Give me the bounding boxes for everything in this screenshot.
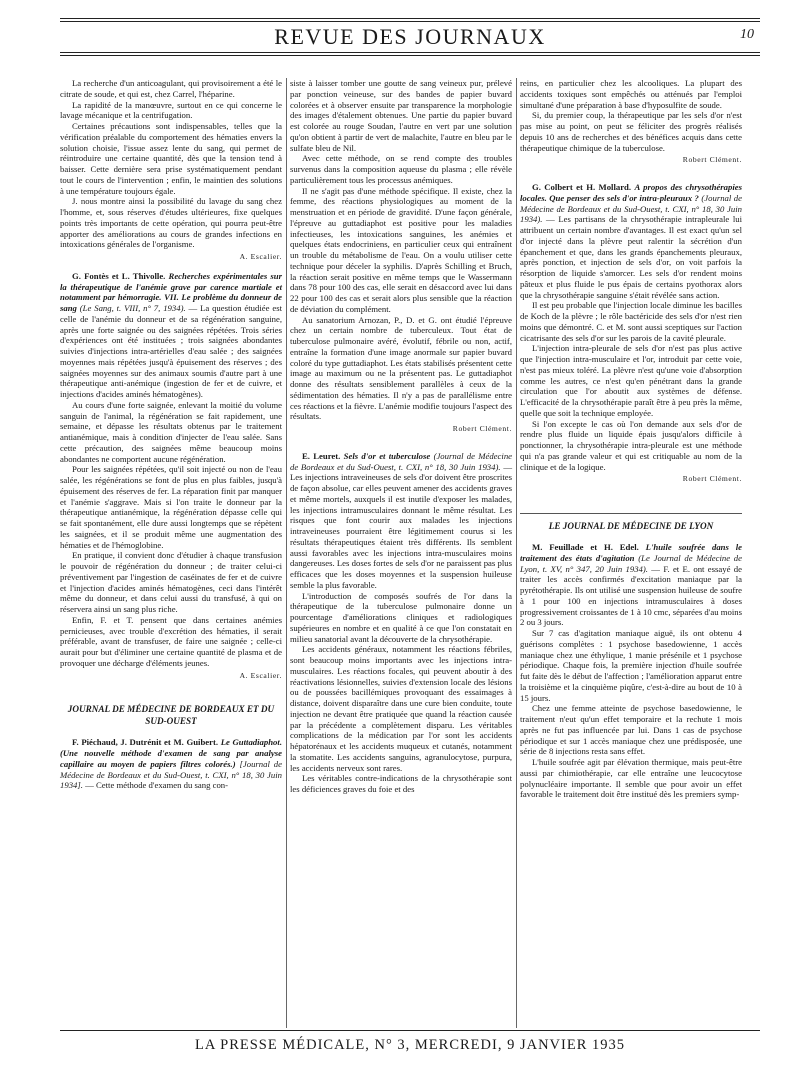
paragraph: Avec cette méthode, on se rend compte des troubles survenus dans la composition aqueuse du plasma ; elle révèle particulièrement tous les processus anémiques. bbox=[290, 153, 512, 185]
paragraph: Au cours d'une forte saignée, enlevant la moitié du volume sanguin de l'animal, la régénération se fait rapidement, une semaine, et dépasse les résultats obtenus par le traitement antianémique, mais à condition d'injecter de l'eau salée. Sans cette précaution, des saignées même beaucoup moins abondantes ne comportent aucune régénération. bbox=[60, 399, 282, 464]
running-head: REVUE DES JOURNAUX bbox=[274, 24, 546, 49]
paragraph: Chez une femme atteinte de psychose basedowienne, le traitement n'eut qu'un effet temporaire et la rechute 1 mois après ne fut pas influencée par lui. Dans 1 cas de psychose périodique et sur 1 accès maniaque chez une prédisposée, une série de 8 injections resta sans effet. bbox=[520, 703, 742, 757]
section-heading-bordeaux: JOURNAL DE MÉDECINE DE BORDEAUX ET DU SUD-OUEST bbox=[67, 704, 275, 727]
paragraph: La recherche d'un anticoagulant, qui provisoirement a été le citrate de soude, et qui est, chez Carrel, l'héparine. bbox=[60, 78, 282, 99]
article-journal: (Journal de Médecine de Bordeaux et du Sud-Ouest, t. CXI, n° 18, 30 Juin 1934). bbox=[290, 450, 513, 472]
article-heading bbox=[60, 737, 282, 791]
article-lead: — F. et E. ont essayé de traiter les accès confirmés d'excitation maniaque par la pyrétothérapie. Ils ont utilisé une suspension huileuse de soufre à 1 pour 100 en injections intramusculaires à doses progressivement croissantes de 1 à 10 cmc, séparées d'au moins 2 ou 3 jours. bbox=[520, 563, 742, 628]
paragraph: siste à laisser tomber une goutte de sang veineux pur, prélevé par ponction veineuse, sur des bandes de papier buvard colorées et à observer ensuite par transparence la morphologie des images d'étalement obtenues. Une partie du papier buvard est colorée au rouge Soudan, l'autre en vert par une solution qu'on obtient à partir de vert de malachite, l'autre en bleu par le sulfate bleu de Nil. bbox=[290, 78, 512, 153]
article-leuret bbox=[290, 451, 512, 795]
paragraph: Les véritables contre-indications de la chrysothérapie sont les déficiences graves du foie et des bbox=[290, 773, 512, 794]
paragraph: reins, en particulier chez les alcooliques. La plupart des accidents toxiques sont empêchés ou atténués par l'emploi simultané d'une préparation à base d'hyposulfite de soude. bbox=[520, 78, 742, 110]
article-lead: — La question étudiée est celle de l'anémie du donneur et de sa régénération sanguine, après une forte saignée ou des saignées répétées. Trois séries d'expériences ont été instituées ; trois saignées abondantes suivies d'injections intra-artérielles d'eau salée ; des saignées moyennes mais répétées jusqu'à épuisement des réserves ; des saignées moyennes sur des animaux soumis d'autre part à une thérapeutique anti-anémique (ingestion de fer et de cuivre, et injections d'acides aminés hématogènes). bbox=[60, 303, 282, 399]
paragraph: L'introduction de composés soufrés de l'or dans la thérapeutique de la tuberculose pulmonaire donne un pourcentage d'améliorations cliniques et radiologiques supérieures en nombre et en qualité à ce que l'on constatait en milieu sanatorial avant la découverte de la chrysothérapie. bbox=[290, 590, 512, 644]
paragraph: Sur 7 cas d'agitation maniaque aiguë, ils ont obtenu 4 guérisons complètes : 1 psychose basedowienne, 1 accès maniaque chez une éthylique, 1 manie présénile et 1 psychose périodique. Chaque fois, la première injection d'huile soufrée fut faite dès le début de l'affection ; l'amélioration apparut entre la troisième et la cinquième piqûre, c'est-à-dire au bout de 10 à 15 jours. bbox=[520, 628, 742, 703]
signature: A. Escalier. bbox=[239, 670, 282, 680]
running-foot: LA PRESSE MÉDICALE, N° 3, MERCREDI, 9 JANVIER 1935 bbox=[195, 1037, 625, 1053]
header-rule-top-2 bbox=[60, 21, 760, 22]
article-authors: M. Feuillade et H. Edel. bbox=[532, 542, 639, 552]
article-heading bbox=[60, 271, 282, 400]
column-2 bbox=[290, 78, 512, 795]
article-piechaud bbox=[60, 737, 282, 791]
article-fontes-thivolle bbox=[60, 271, 282, 682]
article-title: L'huile soufrée dans le traitement des états d'agitation bbox=[520, 542, 743, 563]
paragraph: Pour les saignées répétées, qu'il soit injecté ou non de l'eau salée, les régénérations se font de plus en plus faibles, jusqu'à épuisement des réserves de fer. La réparation finit par manquer et l'anémie s'aggrave. Mais si l'on traite le donneur par la thérapeutique antianémique, la régénération dépasse celle qui se fait spontanément, elle dure aussi longtemps que se répètent les saignées, et il se produit même une augmentation des hématies et de l'hémoglobine. bbox=[60, 464, 282, 550]
footer-rule bbox=[60, 1030, 760, 1031]
signature: Robert Clément. bbox=[452, 424, 512, 433]
signature: A. Escalier. bbox=[239, 252, 282, 261]
article-authors: G. Colbert et H. Mollard. bbox=[532, 182, 632, 192]
header-rule-top bbox=[60, 18, 760, 19]
paragraph: La rapidité de la manœuvre, surtout en ce qui concerne le lavage mécanique et la centrifugation. bbox=[60, 99, 282, 121]
article-journal: (Le Sang, t. VIII, n° 7, 1934). bbox=[79, 303, 186, 313]
paragraph: Si l'on excepte le cas où l'on demande aux sels d'or de rendre plus fluide un liquide épais jusqu'alors difficile à ponctionner, la chrysothérapie intra-pleurale est une méthode qui n'a pas grande valeur et qui est critiquable au nom de la clinique et de la logique. bbox=[520, 418, 742, 472]
paragraph: Il est peu probable que l'injection locale diminue les bacilles de Koch de la plèvre ; le rôle bactéricide des sels d'or n'est rien moins que démontré. C. et M. sont aussi sceptiques sur l'action cicatrisante des sels d'or sur les parois de la cavité pleurale. bbox=[520, 300, 742, 343]
article-authors: E. Leuret. bbox=[302, 450, 341, 461]
article-lead: — Les partisans de la chrysothérapie intrapleurale lui attribuent un certain nombre d'avantages. Il est exact qu'un sel d'or injecté dans la plèvre peut ralentir la sécrétion d'un épanchement et que, dans les grands épanchements pleuraux, après ponction, et injection de sels d'or, on voit parfois la résorption de liquide s'amorcer. Les sels d'or rendent moins pâteux et plus fluide le pus épais de certains pyothorax alors que la chrysothérapie sanguine s'était révélée sans action. bbox=[520, 214, 742, 300]
paragraph: Il ne s'agit pas d'une méthode spécifique. Il existe, chez la femme, des réactions physiologiques au moment de la menstruation et en période de gravidité. D'une façon générale, l'épreuve au guttadiaphot est positive pour les maladies infectieuses, les intoxications sanguines, les anémies et quelques états endocriniens, en particulier ceux qui entraînent un trouble du métabolisme de l'eau. On a voulu utiliser cette technique pour déceler la syphilis. D'après Schilling et Bruch, la réaction serait positive en même temps que le Wassermann dans 78 pour 100 des cas, elle serait en désaccord avec lui dans 22 pour 100 des cas et serait alors plus sensible que la réaction de déviation du complément. bbox=[290, 185, 512, 314]
column-divider-1 bbox=[286, 78, 287, 1028]
article-journal: [Journal de Médecine de Bordeaux et du Sud-Ouest, t. CXI, n° 18, 30 Juin 1934]. bbox=[60, 758, 282, 791]
article-heading bbox=[290, 451, 512, 591]
article-heading bbox=[520, 542, 742, 628]
paragraph: Certaines précautions sont indispensables, telles que la vérification préalable du comportement des hématies envers la solution choisie, l'issue assez lente du sang, qui permet de réintroduire une certaine quantité, dès que la tension tend à baisser. Cette dernière sera prise systématiquement pendant tout le cours de l'intervention ; enfin, le maintien des solutions à une température toujours égale. bbox=[60, 121, 282, 196]
paragraph: L'injection intra-pleurale de sels d'or n'est pas plus active que l'injection intra-musculaire et l'or, introduit par cette voie, n'est pas mieux toléré. La plèvre n'est qu'une voie d'absorption comme les autres, ce n'est qu'en pénétrant dans la grande circulation que l'or aboutit aux systèmes de défense. L'efficacité de la chrysothérapie paraît être à peu près la même, quelle que soit la technique employée. bbox=[520, 343, 742, 418]
section-heading-lyon: LE JOURNAL DE MÉDECINE DE LYON bbox=[520, 513, 742, 532]
paragraph: Au sanatorium Arnozan, P., D. et G. ont étudié l'épreuve chez un certain nombre de tuberculeux. Tout état de tuberculose pulmonaire avéré, évolutif, fébrile ou non, actif, entraîne la formation d'une image anormale sur papier buvard coloré du type guttadiaphot. Les états stabilisés présentent cette image au maximum ou ne la présentent pas. Le guttadiaphot donne des résultats sensiblement parallèles à ceux de la sédimentation des hématies. Il n'y a pas de parallélisme entre ces réactions et la fièvre. L'anémie modifie toujours l'aspect des résultats. bbox=[290, 314, 512, 422]
article-feuillade-edel bbox=[520, 542, 742, 800]
article-journal: (Le Journal de Médecine de Lyon, t. XV, n° 347, 20 Juin 1934). bbox=[520, 552, 742, 574]
article-title: A propos des chrysothérapies locales. Que penser des sels d'or intra-pleuraux ? bbox=[520, 182, 742, 203]
header-rule-bottom-2 bbox=[60, 55, 760, 56]
article-authors: G. Fontès et L. Thivolle. bbox=[72, 270, 166, 281]
paragraph: Enfin, F. et T. pensent que dans certaines anémies pernicieuses, avec trouble d'excrétion des hématies, il serait préférable, avant de transfuser, de faire une saignée ; celle-ci aurait pour but d'éliminer une certaine quantité de plasma et de provoquer une décharge d'éléments jeunes. bbox=[60, 614, 282, 668]
article-title: Recherches expérimentales sur la thérapeutique de l'anémie grave par carence martiale et notamment par hémorragie. VII. Le problème du donneur de sang bbox=[60, 270, 283, 313]
article-heading bbox=[520, 182, 742, 300]
column-1 bbox=[60, 78, 282, 791]
paragraph: L'huile soufrée agit par élévation thermique, mais peut-être aussi par chimiothérapie, car elle entraîne une leucocytose polynucléaire importante. Il semble que pour avoir un effet favorable le traitement doit être institué dès les premiers symp- bbox=[520, 757, 742, 800]
article-journal: (Journal de Médecine de Bordeaux et du Sud-Ouest, t. CXI, n° 18, 30 Juin 1934). bbox=[520, 192, 743, 225]
article-colbert-mollard bbox=[520, 182, 742, 485]
article-lead: — Les injections intraveineuses de sels d'or doivent être proscrites de façon absolue, car elles peuvent amener des accidents graves et même mortels, auxquels il est inutile d'exposer les malades, les injections intramusculaires donnant le même résultat. Les risques que font courir aux malades les injections intraveineuses pourraient être légitimement courus si les résultats thérapeutiques étaient très différents. Ils semblent aussi favorables avec les injections intra-musculaires moins dangereuses. Les doses fortes de sels d'or ne paraissent pas plus efficaces que les doses moyennes et la suspension huileuse semble la plus favorable. bbox=[290, 461, 512, 590]
column-3 bbox=[520, 78, 742, 800]
header-rule-bottom bbox=[60, 52, 760, 53]
paragraph: J. nous montre ainsi la possibilité du lavage du sang chez l'homme, et, sous réserves d'études ultérieures, fixe quelques points très importants de cette opération, qui pourra peut-être apporter des améliorations au cours de grandes infections en intoxications générales de l'organisme. bbox=[60, 196, 282, 250]
paragraph: En pratique, il convient donc d'étudier à chaque transfusion le pouvoir de régénération du donneur ; de traiter celui-ci préventivement par l'ingestion de caséinates de fer et de cuivre et l'injection d'acides aminés hématogènes, ceci dans l'intérêt même du donneur, et dans celui aussi du transfusé, à qui on réservera ainsi un sang plus riche. bbox=[60, 550, 282, 614]
page-number: 10 bbox=[740, 27, 754, 42]
paragraph: Les accidents généraux, notamment les réactions fébriles, sont beaucoup moins importants avec les injections intra-musculaires. Les réactions focales, qui peuvent aboutir à des réactivations lésionnelles, suivies d'extension locale des lésions ou de poussées bacillémiques provoquant des essaimages à distance, doivent disparaître dans une cure bien conduite, toute injection ne devant être pratiquée que quand la réaction causée par la précédente a complètement disparu. Les véritables complications de la médication par l'or sont les accidents hépatorénaux et les accidents muqueux et cutanés, notamment la stomatite. Les accidents sanguins, agranulocytose, purpura, les accidents nerveux sont rares. bbox=[290, 644, 512, 773]
article-authors: F. Piéchaud, J. Dutrénit et M. Guibert. bbox=[72, 737, 219, 748]
signature: Robert Clément. bbox=[682, 155, 742, 165]
article-title: Sels d'or et tuberculose bbox=[343, 450, 431, 461]
paragraph: Si, du premier coup, la thérapeutique par les sels d'or n'est pas mise au point, on peut se féliciter des progrès réalisés depuis 10 ans de recherches et des bénéfices acquis dans cette thérapeutique chimique de la tuberculose. bbox=[520, 110, 742, 153]
article-title: Le Guttadiaphot. (Une nouvelle méthode d'examen de sang par analyse capillaire au moyen de papiers filtres colorés.) bbox=[60, 737, 282, 769]
article-lead: — Cette méthode d'examen du sang con- bbox=[82, 780, 229, 791]
signature: Robert Clément. bbox=[682, 474, 742, 484]
column-divider-2 bbox=[516, 78, 517, 1028]
